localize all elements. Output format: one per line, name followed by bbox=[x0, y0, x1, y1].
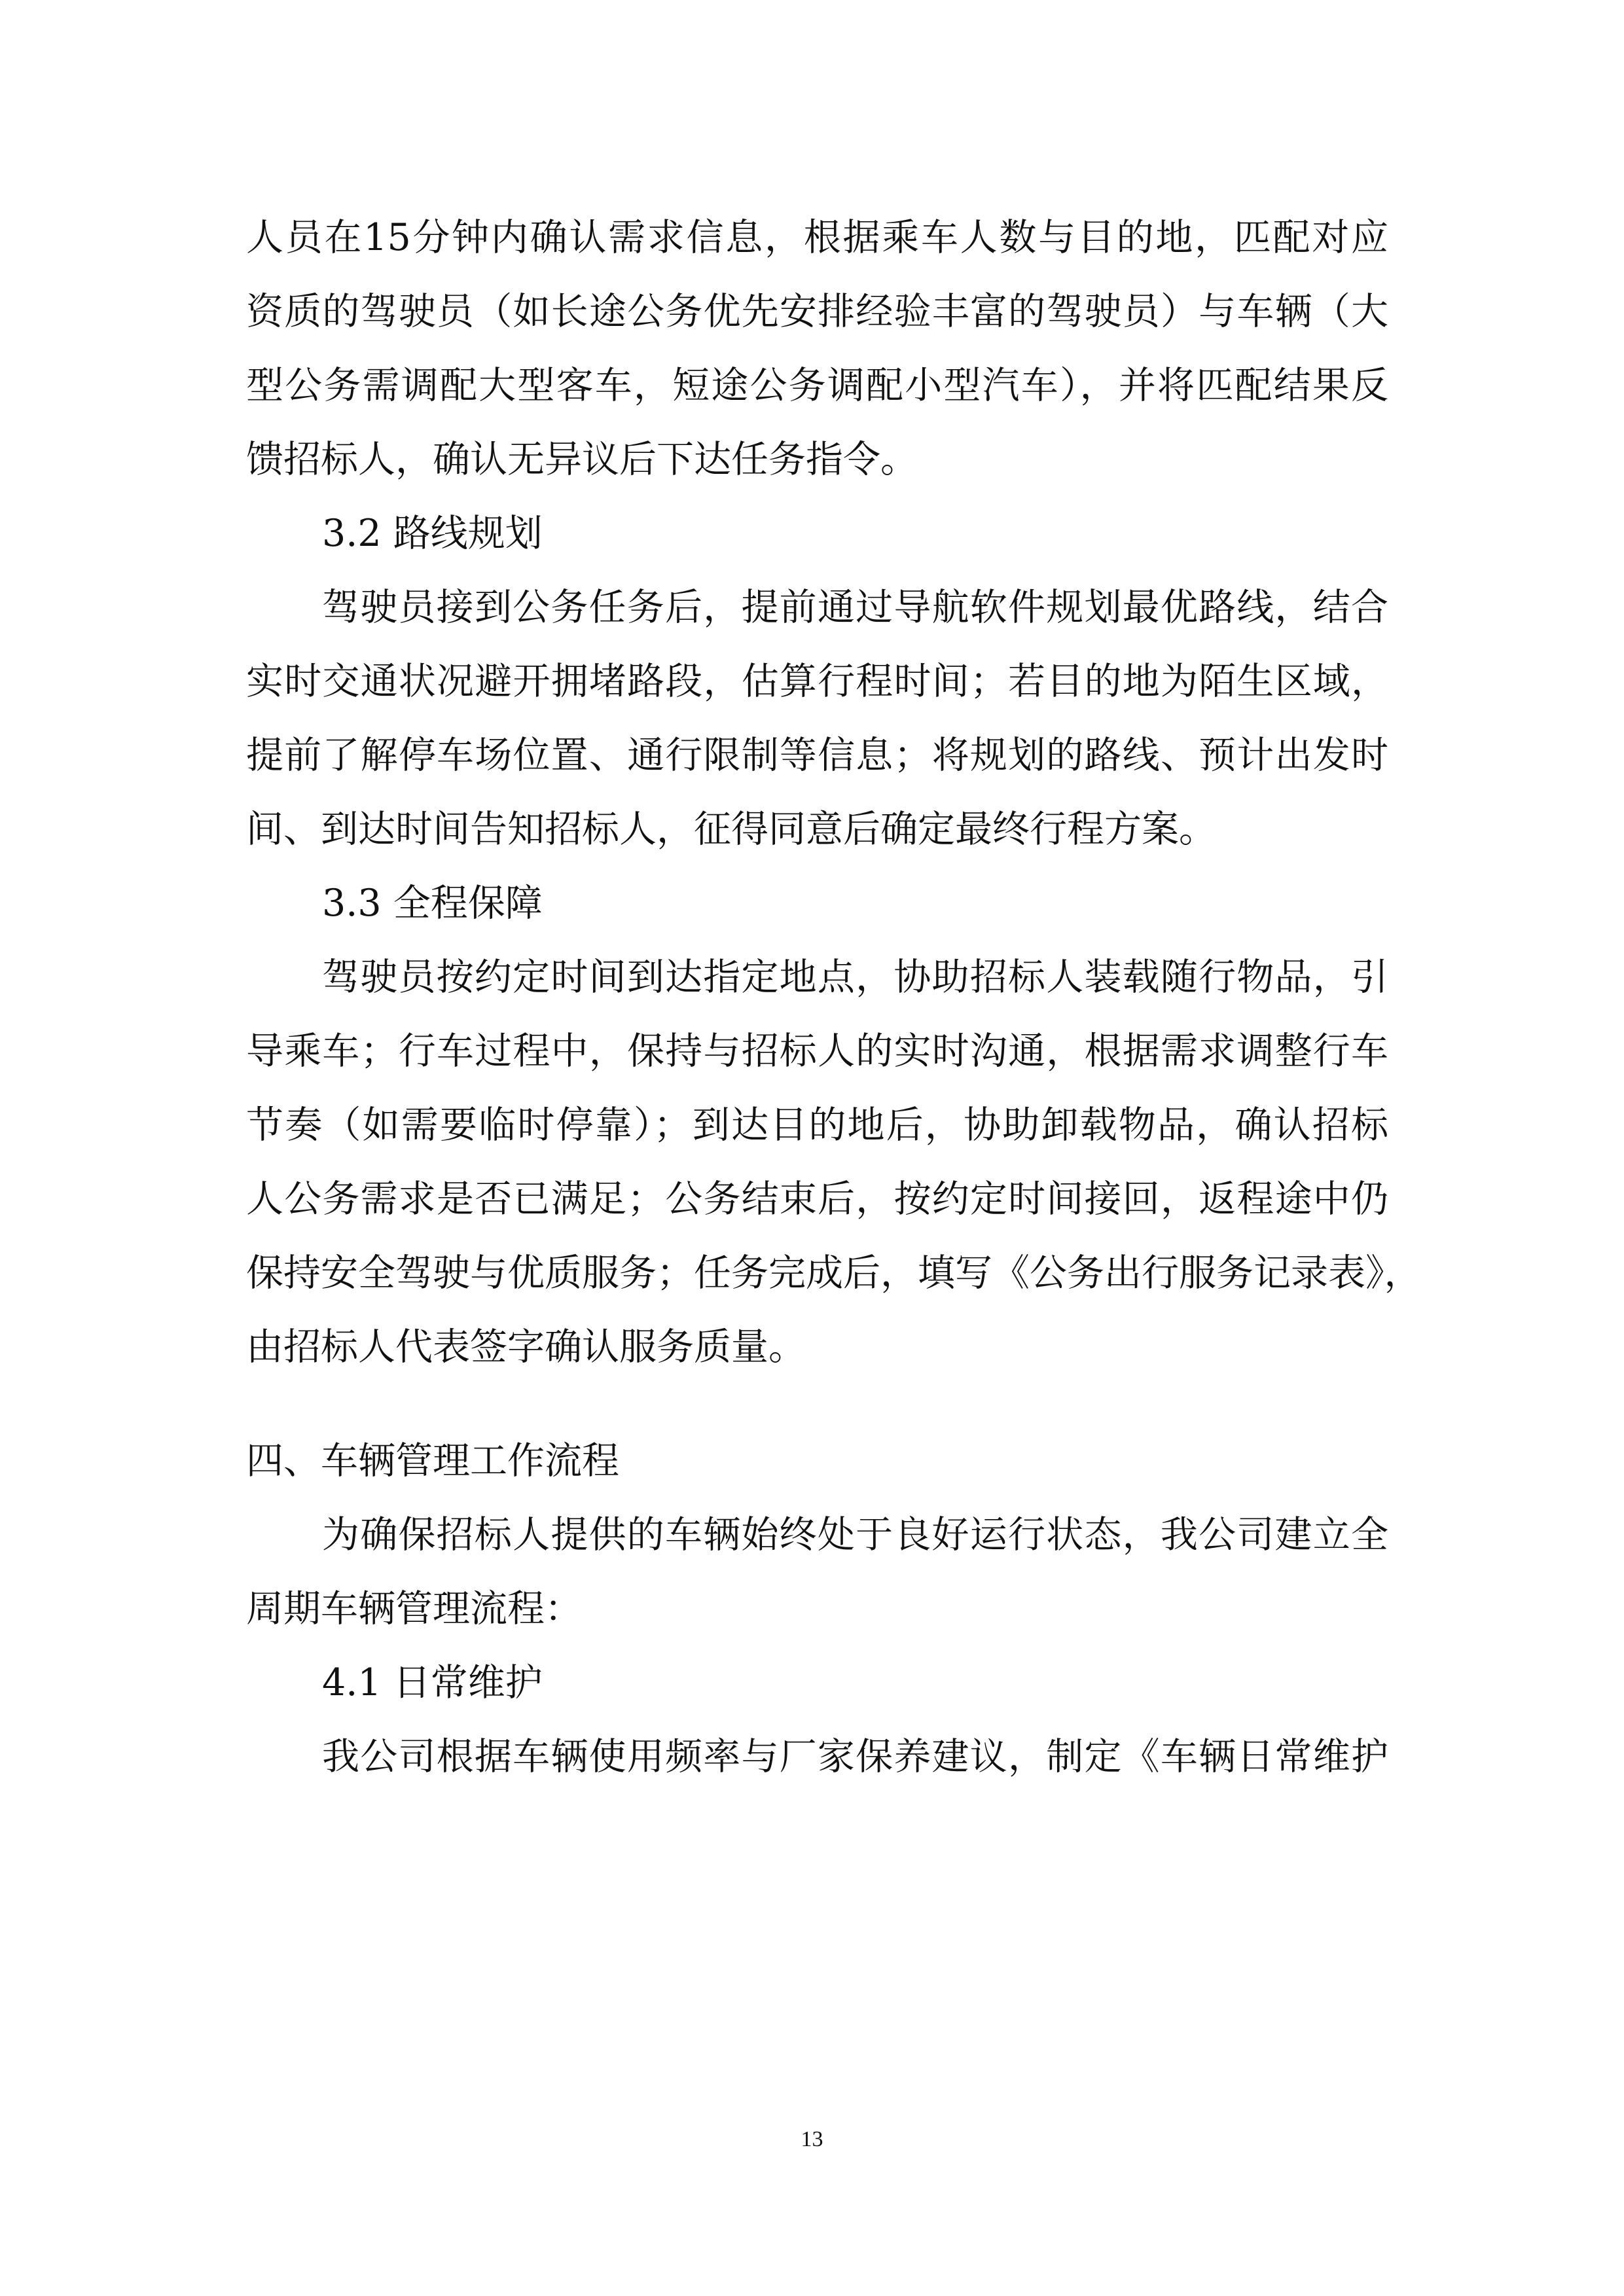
paragraph-line: 周期车辆管理流程： bbox=[246, 1587, 582, 1630]
section-heading-4-1: 4.1 日常维护 bbox=[322, 1661, 543, 1704]
paragraph-line: 资质的驾驶员（如长途公务优先安排经验丰富的驾驶员）与车辆（大 bbox=[246, 290, 1388, 333]
paragraph-line: 实时交通状况避开拥堵路段，估算行程时间；若目的地为陌生区域， bbox=[246, 660, 1388, 703]
section-heading-3-3: 3.3 全程保障 bbox=[322, 882, 543, 925]
paragraph-line: 间、到达时间告知招标人，征得同意后确定最终行程方案。 bbox=[246, 808, 1216, 851]
page-number: 13 bbox=[801, 2127, 823, 2151]
paragraph-line: 保持安全驾驶与优质服务；任务完成后，填写《公务出行服务记录表》， bbox=[246, 1251, 1422, 1295]
paragraph-line: 驾驶员按约定时间到达指定地点，协助招标人装载随行物品，引 bbox=[322, 956, 1388, 999]
paragraph-line: 为确保招标人提供的车辆始终处于良好运行状态，我公司建立全 bbox=[322, 1513, 1388, 1556]
paragraph-line: 驾驶员接到公务任务后，提前通过导航软件规划最优路线，结合 bbox=[322, 586, 1388, 629]
paragraph-line: 人公务需求是否已满足；公务结束后，按约定时间接回，返程途中仍 bbox=[246, 1177, 1388, 1221]
chapter-heading-4: 四、车辆管理工作流程 bbox=[246, 1439, 619, 1482]
paragraph-line: 由招标人代表签字确认服务质量。 bbox=[246, 1325, 806, 1369]
paragraph-line: 型公务需调配大型客车，短途公务调配小型汽车），并将匹配结果反 bbox=[246, 364, 1388, 407]
paragraph-line: 提前了解停车场位置、通行限制等信息；将规划的路线、预计出发时 bbox=[246, 734, 1388, 777]
paragraph-line: 导乘车；行车过程中，保持与招标人的实时沟通，根据需求调整行车 bbox=[246, 1030, 1388, 1073]
paragraph-line: 我公司根据车辆使用频率与厂家保养建议，制定《车辆日常维护 bbox=[322, 1735, 1388, 1778]
paragraph-line: 节奏（如需要临时停靠）；到达目的地后，协助卸载物品，确认招标 bbox=[246, 1103, 1388, 1147]
paragraph-line: 人员在15分钟内确认需求信息，根据乘车人数与目的地，匹配对应 bbox=[246, 216, 1388, 259]
section-heading-3-2: 3.2 路线规划 bbox=[322, 512, 543, 555]
paragraph-line: 馈招标人，确认无异议后下达任务指令。 bbox=[246, 438, 918, 481]
